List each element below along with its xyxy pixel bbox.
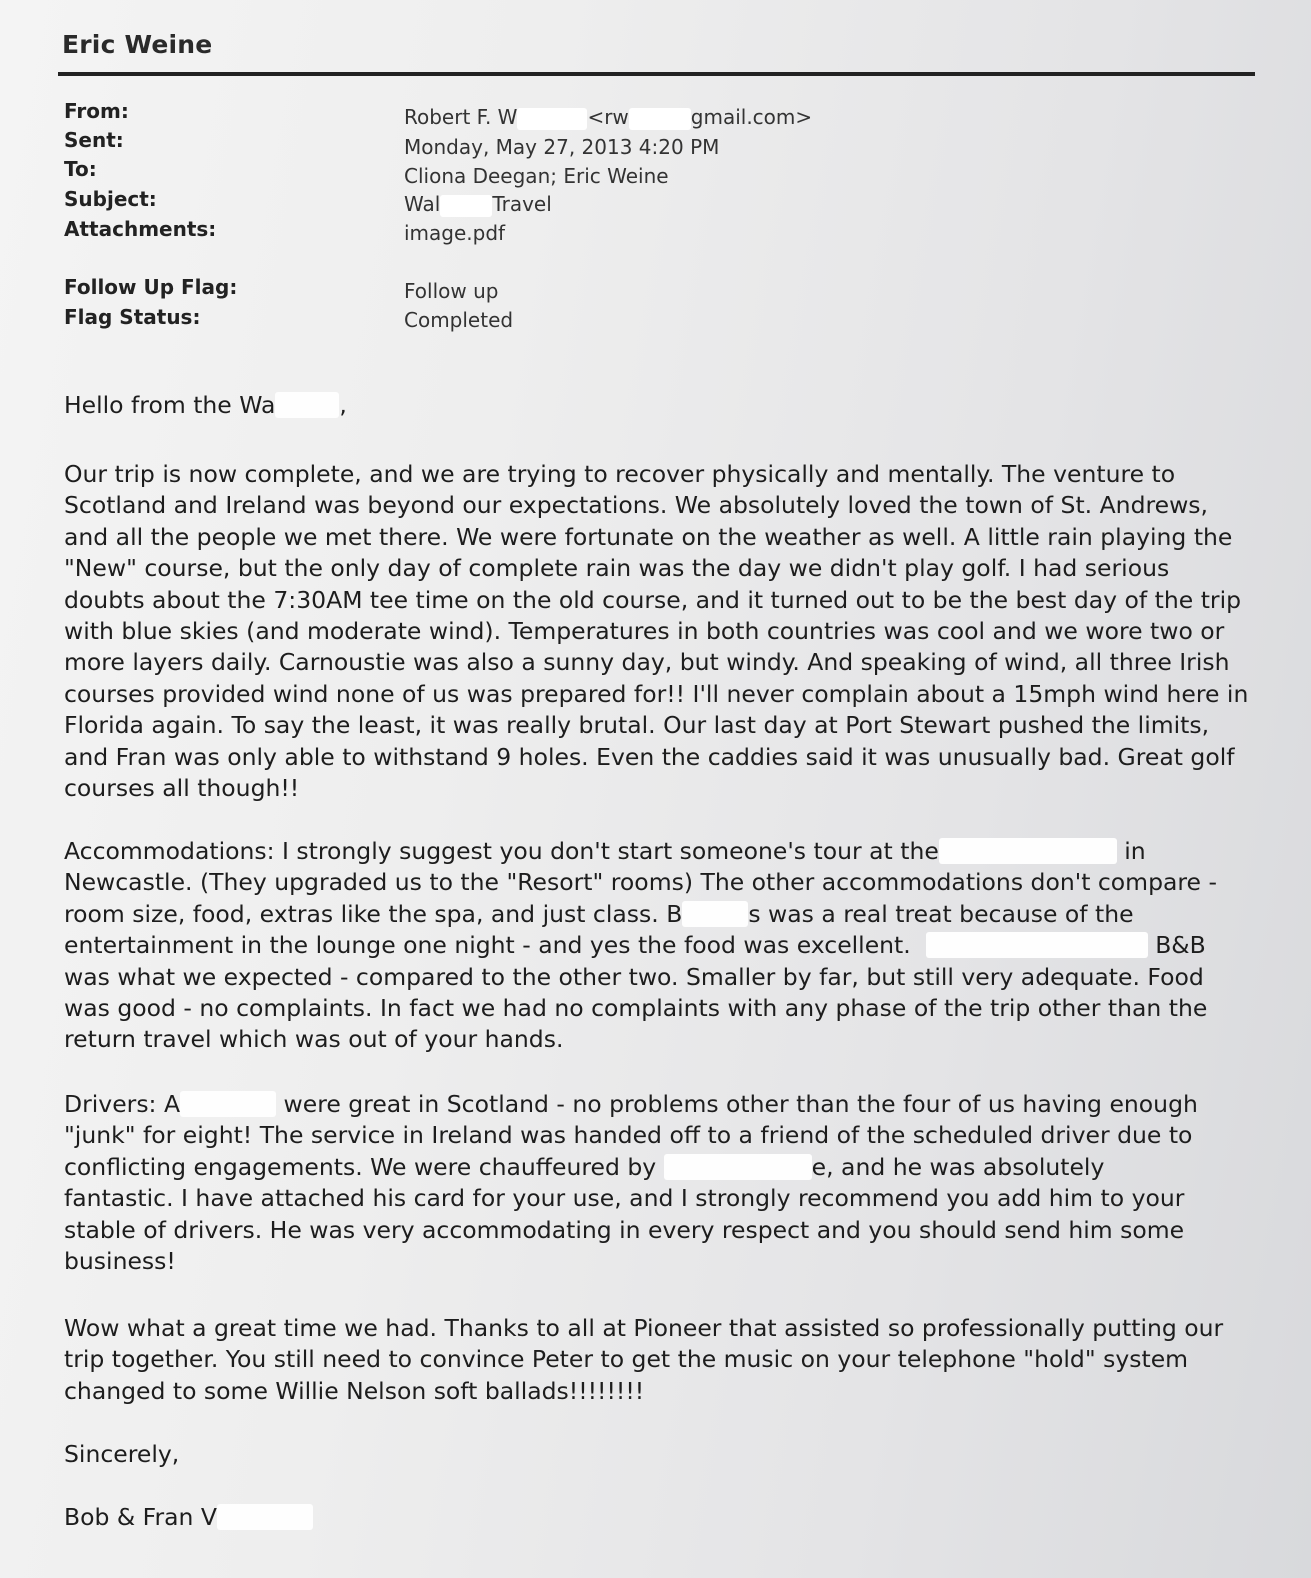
paragraph-line: and Fran was only able to withstand 9 holes. Even the caddies said it was unusually bad. Great golf — [64, 742, 1235, 771]
paragraph-line: Wow what a great time we had. Thanks to all at Pioneer that assisted so professionally putting our — [64, 1314, 1224, 1342]
paragraph-thanks — [64, 1313, 1249, 1407]
to-value: Cliona Deegan; Eric Weine — [404, 164, 669, 188]
subject-label: Subject: — [64, 187, 157, 211]
paragraph-line: Accommodations: I strongly suggest you don't start someone's tour at the in — [64, 837, 1146, 865]
paragraph-line: with blue skies (and moderate wind). Temperatures in both countries was cool and we wore two or — [64, 616, 1225, 645]
paragraph-line: courses all though!! — [64, 773, 300, 802]
flag-status-value: Completed — [404, 308, 514, 332]
redaction — [517, 108, 587, 130]
sent-label: Sent: — [64, 128, 124, 152]
paragraph-line: was what we expected - compared to the other two. Smaller by far, but still very adequate. Food — [64, 962, 1204, 991]
signature: Bob & Fran V — [64, 1502, 1249, 1533]
redaction — [629, 108, 691, 130]
paragraph-line: business! — [64, 1246, 176, 1275]
redaction — [217, 1504, 313, 1530]
subject-start: Wal — [404, 192, 441, 216]
paragraph-line: "junk" for eight! The service in Ireland was handed off to a friend of the scheduled driver due to — [64, 1121, 1193, 1150]
paragraph-line: courses provided wind none of us was prepared for!! I'll never complain about a 15mph wind here in — [64, 679, 1249, 708]
paragraph-line: Newcastle. (They upgraded us to the "Resort" rooms) The other accommodations don't compare - — [64, 868, 1217, 897]
subject-end[interactable]: Travel — [492, 192, 552, 216]
closing: Sincerely, — [64, 1440, 180, 1468]
attachments-label: Attachments: — [64, 217, 217, 241]
paragraph-accommodations — [64, 836, 1249, 1056]
redaction — [939, 838, 1117, 864]
header-rule — [58, 72, 1255, 76]
from-label: From: — [64, 99, 129, 123]
redaction — [664, 1154, 812, 1180]
paragraph-line: Scotland and Ireland was beyond our expectations. We absolutely loved the town of St. Andrews, — [64, 491, 1209, 520]
paragraph-drivers — [64, 1089, 1249, 1277]
sent-value: Monday, May 27, 2013 4:20 PM — [404, 135, 720, 159]
paragraph-line: Drivers: A were great in Scotland - no problems other than the four of us having enough — [64, 1090, 1198, 1118]
paragraph-line: trip together. You still need to convince Peter to get the music on your telephone "hold" system — [64, 1345, 1189, 1374]
subject-value — [404, 192, 552, 217]
paragraph-trip — [64, 459, 1249, 804]
redaction — [926, 932, 1148, 958]
flag-status-label: Flag Status: — [64, 305, 201, 329]
paragraph-line: conflicting engagements. We were chauffeured by e, and he was absolutely — [64, 1152, 1105, 1181]
paragraph-line: changed to some Willie Nelson soft ballads!!!!!!!! — [64, 1376, 645, 1405]
greeting-comma: , — [339, 391, 347, 419]
to-label: To: — [64, 157, 97, 181]
from-name: Robert F. W — [404, 105, 518, 129]
owner-name: Eric Weine — [62, 30, 213, 59]
paragraph-line: Our trip is now complete, and we are trying to recover physically and mentally. The venture to — [64, 460, 1176, 488]
paragraph-line: was good - no complaints. In fact we had no complaints with any phase of the trip other than the — [64, 993, 1208, 1022]
paragraph-line: and all the people we met there. We were fortunate on the weather as well. A little rain playing the — [64, 522, 1233, 551]
paragraph-line: doubts about the 7:30AM tee time on the old course, and it turned out to be the best day of the trip — [64, 585, 1242, 614]
from-email-start: <rw — [587, 105, 629, 129]
paragraph-line: Florida again. To say the least, it was really brutal. Our last day at Port Stewart pushed the limits, — [64, 711, 1210, 740]
follow-up-flag-label: Follow Up Flag: — [64, 275, 238, 299]
greeting-text: Hello from the Wa — [64, 391, 276, 419]
redaction — [682, 901, 748, 927]
paragraph-line: "New" course, but the only day of complete rain was the day we didn't play golf. I had serious — [64, 554, 1170, 583]
from-value — [404, 105, 812, 130]
paragraph-line: return travel which was out of your hands. — [64, 1025, 564, 1054]
attachment-file[interactable]: image.pdf — [404, 221, 506, 245]
greeting — [64, 390, 1249, 421]
paragraph-line: room size, food, extras like the spa, and just class. B s was a real treat because of the — [64, 899, 1134, 928]
redaction — [180, 1091, 276, 1117]
redaction — [440, 195, 492, 217]
from-email-end: gmail.com> — [690, 105, 813, 129]
paragraph-line: fantastic. I have attached his card for your use, and I strongly recommend you add him to your — [64, 1184, 1185, 1213]
follow-up-flag-value: Follow up — [404, 279, 499, 303]
paragraph-line: more layers daily. Carnoustie was also a sunny day, but windy. And speaking of wind, all three Irish — [64, 648, 1230, 677]
paragraph-line: stable of drivers. He was very accommodating in every respect and you should send him some — [64, 1215, 1185, 1244]
redaction — [275, 392, 339, 418]
paragraph-line: entertainment in the lounge one night - and yes the food was excellent. B&B — [64, 931, 1206, 960]
